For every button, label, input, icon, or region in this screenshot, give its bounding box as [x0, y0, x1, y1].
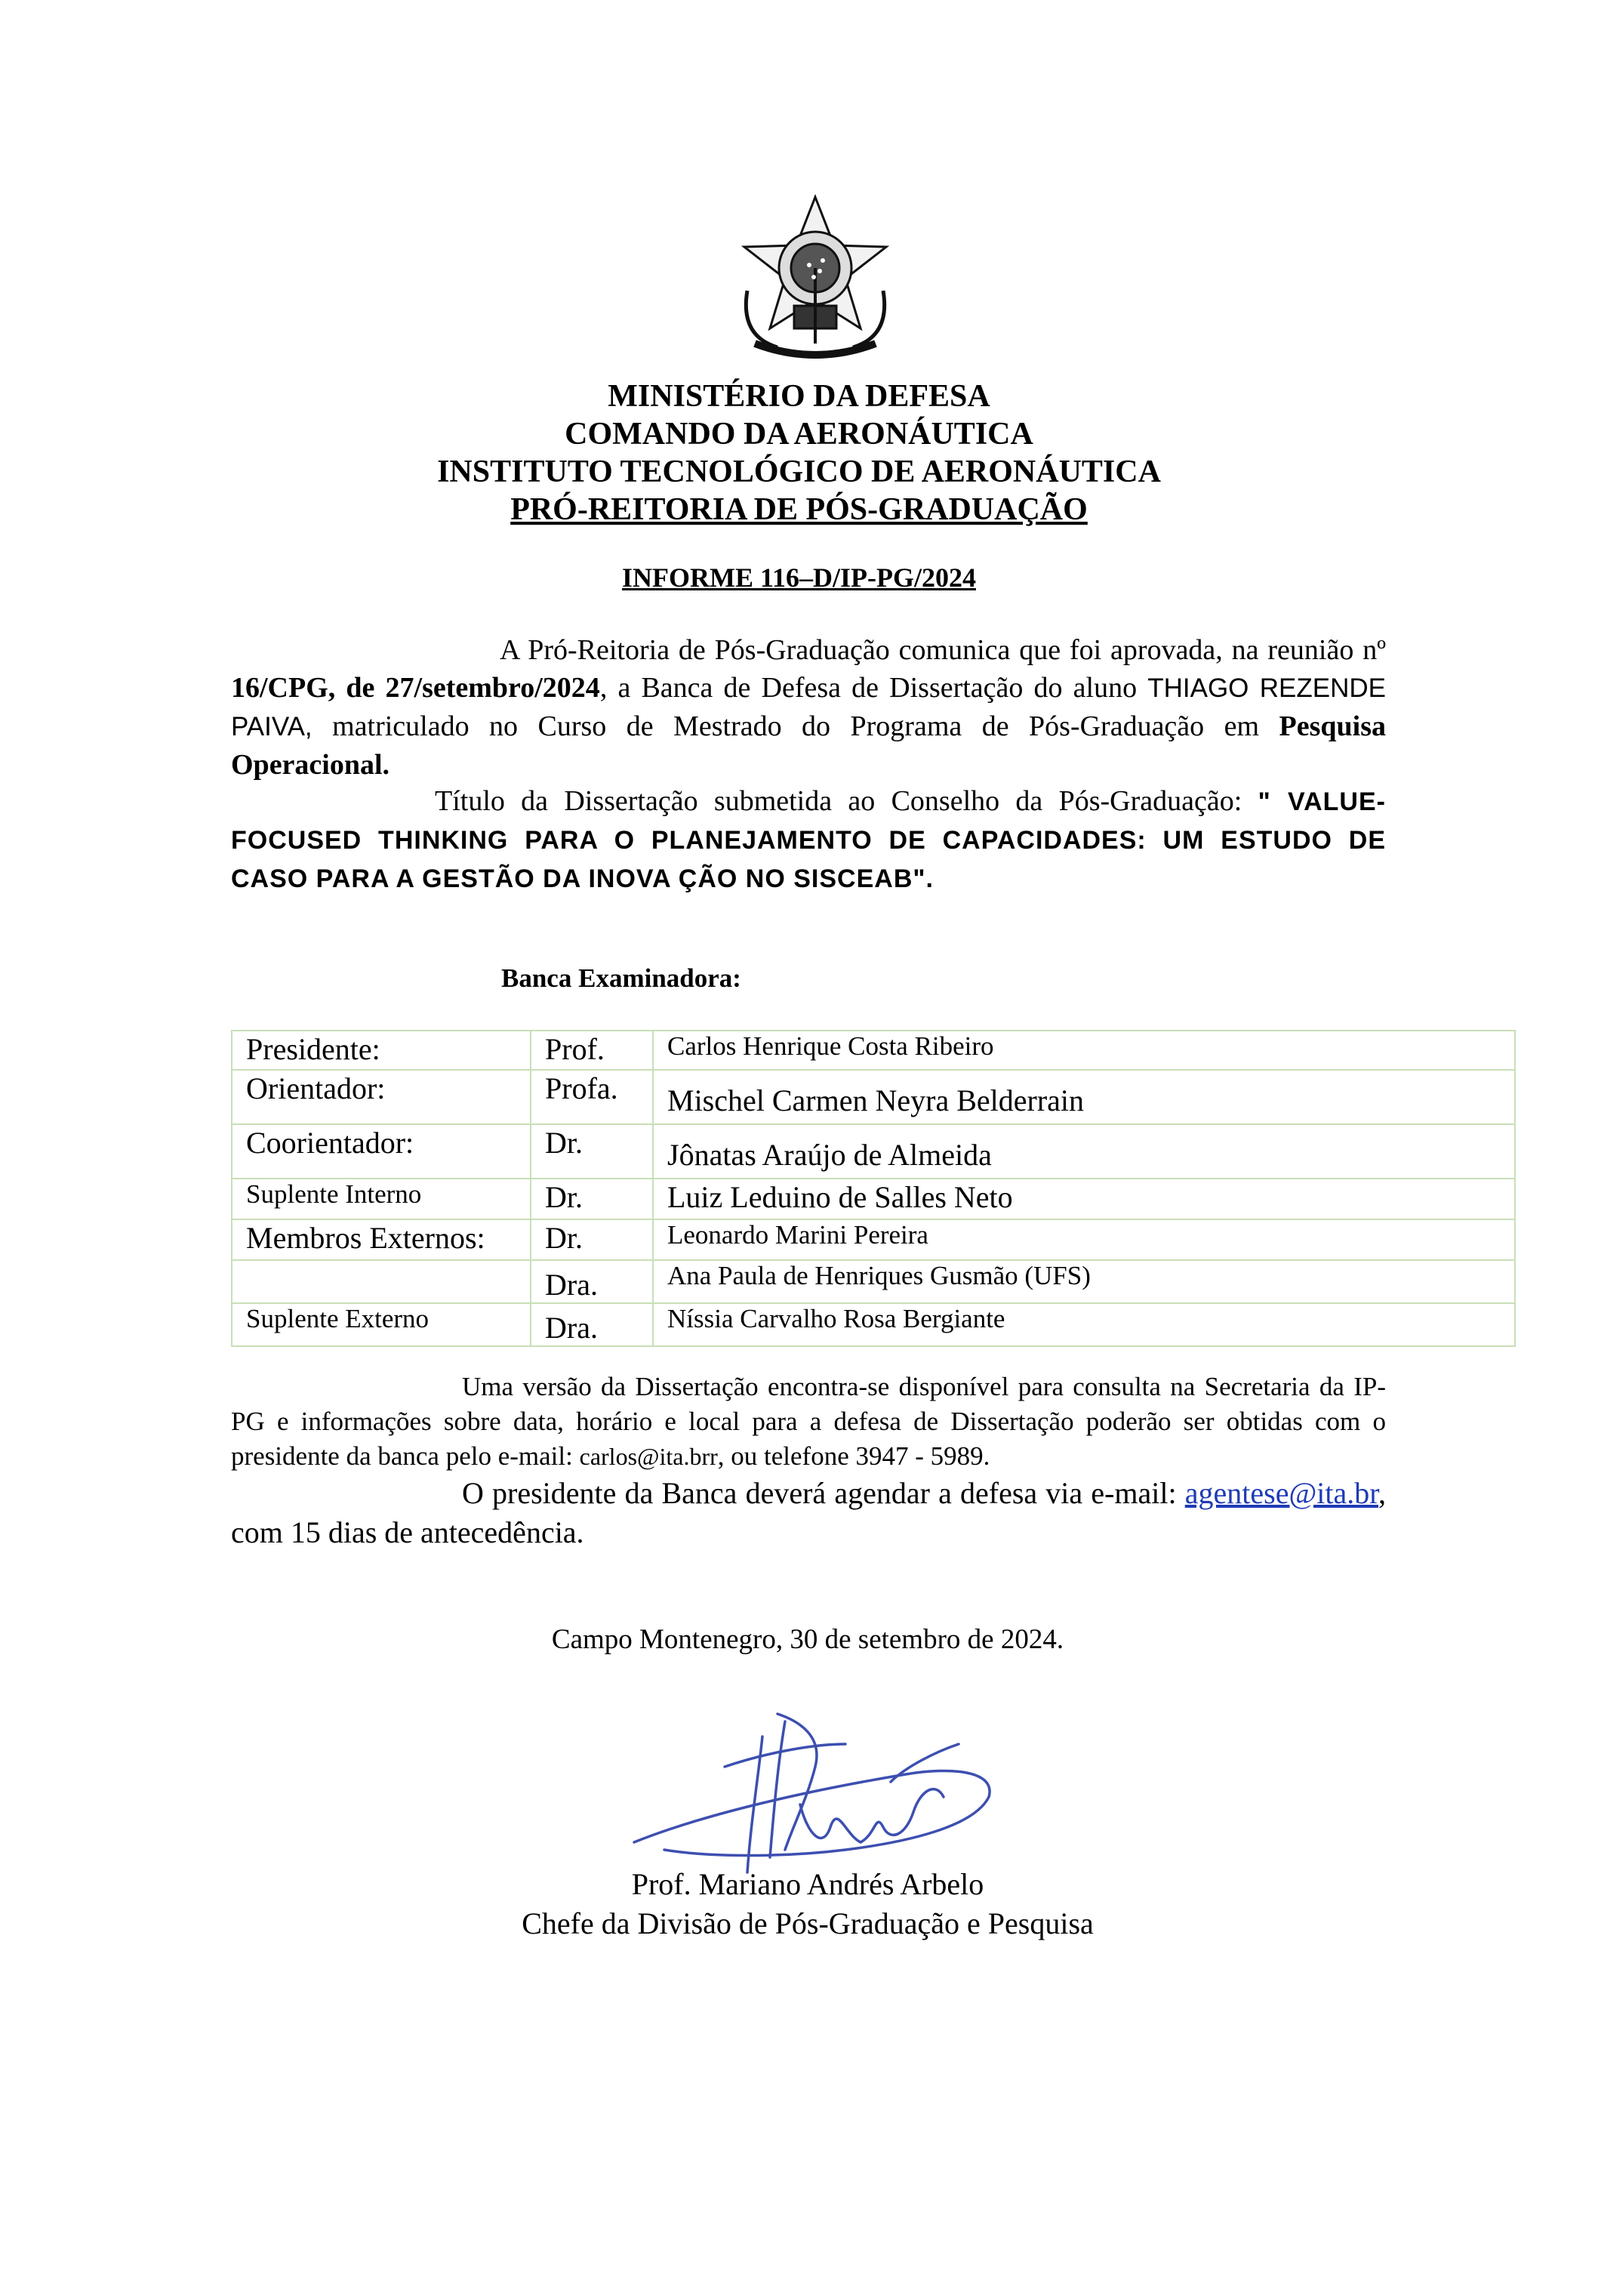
table-row: [232, 1031, 1515, 1070]
meeting-reference: 16/CPG, de 27/setembro/2024: [231, 672, 600, 704]
banca-title: Banca Examinadora:: [501, 963, 741, 993]
approval-text-2: , a Banca de Defesa de Dissertação do aluno: [599, 672, 1148, 704]
dissertation-title: " VALUE-FOCUSED THINKING PARA O PLANEJAMENTO DE CAPACIDADES: UM ESTUDO DE CASO PARA A GESTÃO DA INOVA ÇÃO NO SISCEAB".: [231, 787, 1386, 893]
banca-title-cell: Profa.: [531, 1070, 653, 1124]
approval-text-1: A Pró-Reitoria de Pós-Graduação comunica que foi aprovada, na reunião nº: [500, 634, 1386, 666]
student-name: THIAGO REZENDE PAIVA,: [231, 673, 1387, 741]
scheduling-deadline: , com 15 dias de antecedência.: [231, 1476, 1386, 1549]
president-email: carlos@ita.brr: [579, 1443, 718, 1470]
table-row: [232, 1124, 1515, 1179]
table-row: [232, 1303, 1515, 1346]
banca-role: Membros Externos:: [232, 1219, 531, 1260]
banca-title-cell: Dra.: [545, 1268, 598, 1302]
banca-role: Presidente:: [232, 1031, 531, 1070]
signer-block: [0, 1865, 1598, 1943]
header-institute: INSTITUTO TECNOLÓGICO DE AERONÁUTICA: [437, 455, 1161, 489]
signer-name: Prof. Mariano Andrés Arbelo: [631, 1867, 984, 1901]
banca-name: Níssia Carvalho Rosa Bergiante: [653, 1303, 1515, 1346]
handwritten-signature-icon: [619, 1699, 1011, 1888]
banca-name: Jônatas Araújo de Almeida: [667, 1138, 992, 1172]
banca-title-cell: Prof.: [531, 1031, 653, 1070]
paragraph-approval: [231, 631, 1386, 784]
informe-number: INFORME 116–D/IP-PG/2024: [622, 562, 976, 593]
brazil-coat-of-arms-icon: [725, 193, 906, 366]
header-command: COMANDO DA AERONÁUTICA: [565, 417, 1033, 451]
banca-role: Coorientador:: [232, 1124, 531, 1179]
table-row: [232, 1179, 1515, 1219]
banca-name: Mischel Carmen Neyra Belderrain: [667, 1083, 1085, 1117]
table-row: [232, 1219, 1515, 1260]
header-ministry: MINISTÉRIO DA DEFESA: [608, 379, 990, 414]
banca-role: Suplente Externo: [232, 1303, 531, 1346]
banca-name: Luiz Leduino de Salles Neto: [653, 1179, 1515, 1219]
availability-phone: , ou telefone 3947 - 5989.: [717, 1441, 990, 1471]
banca-role: Suplente Interno: [232, 1179, 531, 1219]
table-row: [232, 1260, 1515, 1303]
banca-title-cell: Dra.: [545, 1311, 598, 1345]
table-row: [232, 1070, 1515, 1124]
program-name: Pesquisa Operacional.: [231, 710, 1386, 781]
banca-name: Leonardo Marini Pereira: [653, 1219, 1515, 1260]
banca-table: [231, 1030, 1516, 1347]
banca-name: Ana Paula de Henriques Gusmão (UFS): [653, 1260, 1515, 1303]
availability-text: Uma versão da Dissertação encontra-se disponível para consulta na Secretaria da IP-PG e informações sobre data, horário e local para a defesa de Dissertação poderão ser obtidas com o presidente da banca pelo e-mail:: [231, 1372, 1386, 1471]
scheduling-text: O presidente da Banca deverá agendar a defesa via e-mail:: [462, 1476, 1185, 1510]
banca-title-cell: Dr.: [531, 1219, 653, 1260]
agentese-email-link[interactable]: agentese@ita.br: [1184, 1476, 1378, 1510]
place-date: Campo Montenegro, 30 de setembro de 2024.: [551, 1624, 1064, 1655]
banca-role: Orientador:: [232, 1070, 531, 1124]
title-intro: Título da Dissertação submetida ao Conselho da Pós-Graduação:: [435, 785, 1258, 817]
paragraph-scheduling: [231, 1474, 1386, 1552]
paragraph-availability: [231, 1370, 1386, 1474]
header-pro-rectorate: PRÓ-REITORIA DE PÓS-GRADUAÇÃO: [510, 492, 1088, 527]
paragraph-title: [231, 782, 1386, 898]
banca-title-cell: Dr.: [531, 1179, 653, 1219]
banca-title-cell: Dr.: [531, 1124, 653, 1179]
approval-text-3: matriculado no Curso de Mestrado do Programa de Pós-Graduação em: [312, 710, 1279, 742]
document-header: [0, 378, 1598, 529]
signer-position: Chefe da Divisão de Pós-Graduação e Pesquisa: [522, 1906, 1094, 1940]
banca-role: [232, 1260, 531, 1303]
banca-name: Carlos Henrique Costa Ribeiro: [653, 1031, 1515, 1070]
